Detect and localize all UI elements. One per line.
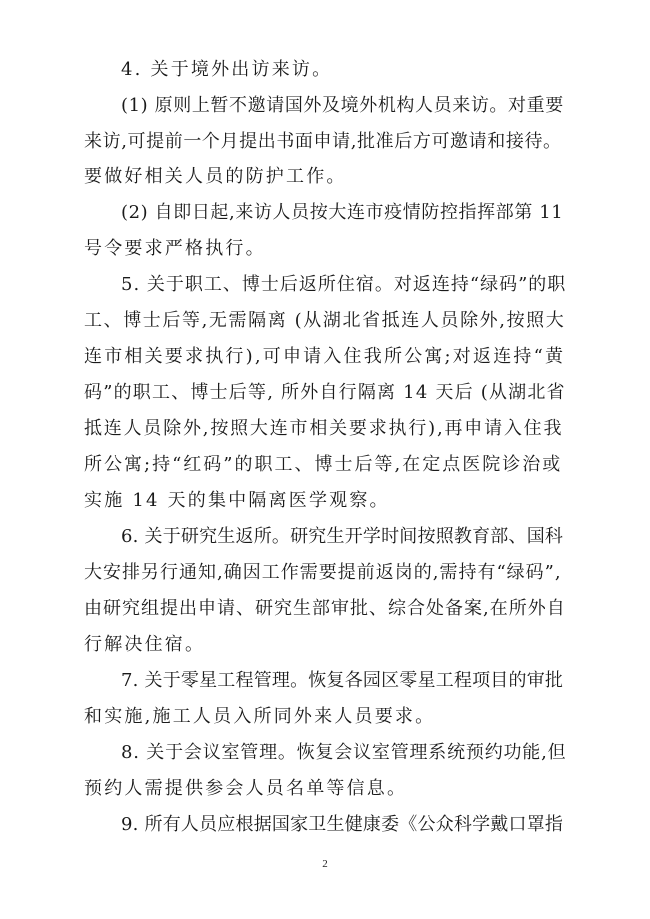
text-line: 连市相关要求执行),可申请入住我所公寓;对返连持“黄 — [84, 346, 566, 367]
text-line: 号令要求严格执行。 — [84, 238, 266, 259]
text-line: 大安排另行通知,确因工作需要提前返岗的,需持有“绿码”, — [84, 562, 562, 583]
text-line: 9. 所有人员应根据国家卫生健康委《公众科学戴口罩指 — [121, 814, 564, 835]
text-line: 6. 关于研究生返所。研究生开学时间按照教育部、国科 — [121, 526, 564, 547]
text-line: 8. 关于会议室管理。恢复会议室管理系统预约功能,但 — [121, 742, 567, 763]
text-line: 行解决住宿。 — [84, 634, 206, 655]
page-number: 2 — [322, 858, 328, 870]
text-line: 所公寓;持“红码”的职工、博士后等,在定点医院诊治或 — [84, 454, 563, 475]
text-line: 4. 关于境外出访来访。 — [121, 59, 333, 80]
text-line: 5. 关于职工、博士后返所住宿。对返连持“绿码”的职 — [121, 274, 567, 295]
text-line: 码”的职工、博士后等, 所外自行隔离 14 天后 (从湖北省 — [84, 382, 566, 403]
text-line: 工、博士后等,无需隔离 (从湖北省抵连人员除外,按照大 — [84, 310, 566, 331]
text-line: 抵连人员除外,按照大连市相关要求执行),再申请入住我 — [84, 418, 564, 439]
text-line: 要做好相关人员的防护工作。 — [84, 166, 347, 187]
text-line: 来访,可提前一个月提出书面申请,批准后方可邀请和接待。 — [84, 131, 562, 152]
text-line: 7. 关于零星工程管理。恢复各园区零星工程项目的审批 — [121, 670, 564, 691]
text-line: (2) 自即日起,来访人员按大连市疫情防控指挥部第 11 — [121, 202, 564, 223]
text-line: 预约人需提供参会人员名单等信息。 — [84, 778, 408, 799]
text-line: 和实施,施工人员入所同外来人员要求。 — [84, 706, 436, 727]
text-line: 由研究组提出申请、研究生部审批、综合处备案,在所外自 — [84, 598, 566, 619]
text-line: (1) 原则上暂不邀请国外及境外机构人员来访。对重要 — [121, 95, 564, 116]
text-line: 实施 14 天的集中隔离医学观察。 — [84, 490, 390, 511]
